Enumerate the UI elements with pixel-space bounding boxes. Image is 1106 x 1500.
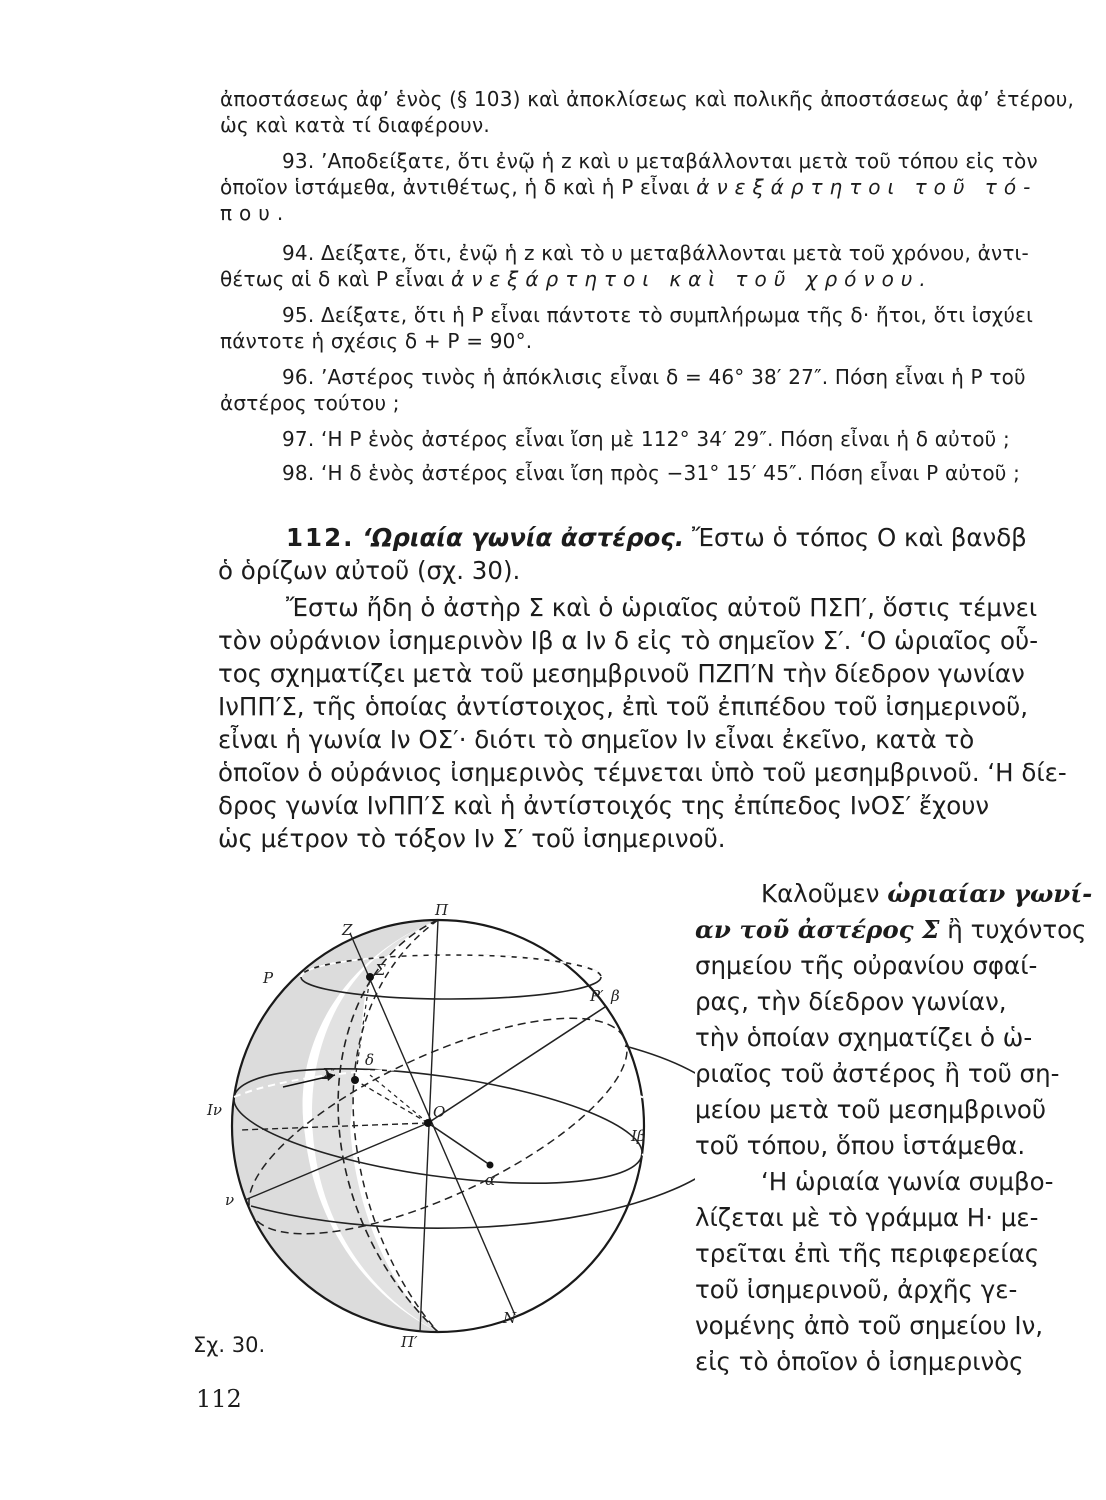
exercise-94-emphasis: ἀνεξάρτητοι καὶ τοῦ χρόνου. — [451, 267, 933, 291]
label-delta: δ — [365, 1051, 375, 1069]
section-line-8: δρος γωνία ΙνΠΠ′Σ καὶ ἡ ἀντίστοιχός της ἐπίπεδος ΙνΟΣ′ ἔχουν — [218, 791, 990, 820]
section-title: ‘Ωριαία γωνία ἀστέρος. — [362, 523, 685, 552]
point-sigma-prime — [351, 1076, 359, 1084]
exercise-94-line-1: 94. Δείξατε, ὅτι, ἐνῷ ἡ z καὶ τὸ υ μεταβάλλονται μετὰ τοῦ χρόνου, ἀντι- — [282, 241, 1029, 265]
label-v: ν — [225, 1191, 235, 1209]
label-zenith: Z — [342, 921, 353, 939]
column-line-9: ‘Η ὡριαία γωνία συμβο- — [761, 1167, 1054, 1196]
section-heading-line — [218, 521, 1080, 554]
exercise-94-text: θέτως αἱ δ καὶ Ρ εἶναι — [220, 267, 452, 291]
column-text-rest: ἢ τυχόντος — [947, 915, 1087, 944]
column-line-14: εἰς τὸ ὁποῖον ὁ ἰσημερινὸς — [695, 1347, 1024, 1376]
exercise-92-line-1: ἀποστάσεως ἀφ’ ἑνὸς (§ 103) καὶ ἀποκλίσεως καὶ πολικῆς ἀποστάσεως ἀφ’ ἑτέρου, — [220, 87, 1075, 111]
column-line-7: μείου μετὰ τοῦ μεσημβρινοῦ — [695, 1095, 1047, 1124]
label-ib: Iβ — [631, 1127, 646, 1145]
section-112 — [218, 521, 1080, 855]
label-star: Σ — [375, 961, 386, 979]
exercise-93-line-1: 93. ’Αποδείξατε, ὅτι ἐνῷ ἡ z καὶ υ μεταβάλλονται μετὰ τοῦ τόπου εἰς τὸν — [282, 149, 1038, 173]
label-center: Ο — [433, 1103, 446, 1121]
section-line-6: εἶναι ἡ γωνία Ιν ΟΣ′· διότι τὸ σημεῖον Ιν εἶναι ἐκεῖνο, κατὰ τὸ — [218, 725, 975, 754]
label-sigma-prime: Σ′ — [322, 1065, 337, 1083]
exercise-95-line-1: 95. Δείξατε, ὅτι ἡ Ρ εἶναι πάντοτε τὸ συμπλήρωμα τῆς δ· ἤτοι, ὅτι ἰσχύει — [282, 303, 1034, 327]
line-to-alpha — [428, 1123, 490, 1165]
label-r-left: Ρ — [263, 969, 274, 987]
label-iv: Iν — [207, 1101, 223, 1119]
term-of-star: αν τοῦ ἀστέρος Σ — [695, 915, 940, 944]
exercise-94-line-2 — [220, 266, 1080, 292]
section-line-5: ΙνΠΠ′Σ, τῆς ὁποίας ἀντίστοιχος, ἐπὶ τοῦ ἐπιπέδου τοῦ ἰσημερινοῦ, — [218, 692, 1029, 721]
column-line-3: σημείου τῆς οὐρανίου σφαί- — [695, 951, 1038, 980]
label-pole: Π — [435, 901, 449, 919]
figure-30-celestial-sphere — [195, 895, 695, 1365]
column-line-6: ριαῖος τοῦ ἀστέρος ἢ τοῦ ση- — [695, 1059, 1060, 1088]
section-number: 112. — [286, 523, 355, 552]
label-r-right: Ρ′ — [590, 987, 604, 1005]
exercise-93-emphasis: ἀνεξάρτητοι τοῦ τό- — [696, 175, 1038, 199]
exercise-93-text: ὁποῖον ἱστάμεθα, ἀντιθέτως, ἡ δ καὶ ἡ Ρ εἶναι — [220, 175, 697, 199]
exercise-95-line-2: πάντοτε ἡ σχέσις δ + Ρ = 90°. — [220, 329, 533, 353]
page-number: 112 — [196, 1385, 242, 1413]
line-to-beta — [428, 1007, 605, 1123]
line-to-sigma-prime — [355, 1080, 428, 1123]
column-line-10: λίζεται μὲ τὸ γράμμα Η· με- — [695, 1203, 1039, 1232]
column-text: Καλοῦμεν — [761, 879, 880, 908]
column-line-2 — [695, 912, 1087, 948]
column-line-4: ρας, τὴν δίεδρον γωνίαν, — [695, 987, 1007, 1016]
column-line-1 — [695, 876, 1093, 912]
exercise-92-line-2: ὡς καὶ κατὰ τί διαφέρουν. — [220, 113, 490, 137]
column-line-12: τοῦ ἰσημερινοῦ, ἀρχῆς γε- — [695, 1275, 1018, 1304]
section-line-4: τος σχηματίζει μετὰ τοῦ μεσημβρινοῦ ΠΖΠ′Ν τὴν δίεδρον γωνίαν — [218, 659, 1025, 688]
right-column-text — [695, 876, 1093, 1380]
exercise-98: 98. ‘Η δ ἑνὸς ἀστέρος εἶναι ἴση πρὸς −31° 15′ 45″. Πόση εἶναι Ρ αὐτοῦ ; — [282, 461, 1021, 485]
label-beta: β — [611, 987, 620, 1005]
section-line-3: τὸν οὐράνιον ἰσημερινὸν Ιβ α Ιν δ εἰς τὸ σημεῖον Σ′. ‘Ο ὡριαῖος οὗ- — [218, 626, 1039, 655]
column-line-11: τρεῖται ἐπὶ τῆς περιφερείας — [695, 1239, 1040, 1268]
exercise-93-line-3: που. — [220, 201, 291, 225]
section-line-9: ὡς μέτρον τὸ τόξον Ιν Σ′ τοῦ ἰσημερινοῦ. — [218, 824, 726, 853]
column-line-13: νομένης ἀπὸ τοῦ σημείου Ιν, — [695, 1311, 1044, 1340]
line-to-delta — [370, 1075, 428, 1123]
exercise-97: 97. ‘Η Ρ ἑνὸς ἀστέρος εἶναι ἴση μὲ 112° 34′ 29″. Πόση εἶναι ἡ δ αὐτοῦ ; — [282, 427, 1010, 451]
label-pole-prime: Π′ — [401, 1333, 418, 1351]
label-alpha: α — [485, 1171, 496, 1189]
column-line-8: τοῦ τόπου, ὅπου ἱστάμεθα. — [695, 1131, 1026, 1160]
section-line-2: Ἔστω ἤδη ὁ ἀστὴρ Σ καὶ ὁ ὡριαῖος αὐτοῦ ΠΣΠ′, ὅστις τέμνει — [286, 593, 1038, 622]
exercises-block — [220, 86, 1080, 486]
term-hour-angle: ὡριαίαν γωνί- — [887, 879, 1093, 908]
point-center — [424, 1119, 432, 1127]
figure-caption: Σχ. 30. — [193, 1333, 266, 1357]
section-heading-rest: Ἔστω ὁ τόπος Ο καὶ βανδβ — [691, 523, 1027, 552]
point-alpha — [487, 1162, 494, 1169]
column-line-5: τὴν ὁποίαν σχηματίζει ὁ ὡ- — [695, 1023, 1033, 1052]
exercise-93-line-2 — [220, 174, 1080, 200]
exercise-96-line-1: 96. ’Αστέρος τινὸς ἡ ἀπόκλισις εἶναι δ = 46° 38′ 27″. Πόση εἶναι ἡ Ρ τοῦ — [282, 365, 1026, 389]
section-line-7: ὁποῖον ὁ οὐράνιος ἰσημερινὸς τέμνεται ὑπὸ τοῦ μεσημβρινοῦ. ‘Η δίε- — [218, 758, 1067, 787]
exercise-96-line-2: ἀστέρος τούτου ; — [220, 391, 400, 415]
label-nadir: Ν — [503, 1309, 517, 1327]
point-sigma — [366, 973, 374, 981]
section-line-1: ὁ ὁρίζων αὐτοῦ (σχ. 30). — [218, 556, 521, 585]
